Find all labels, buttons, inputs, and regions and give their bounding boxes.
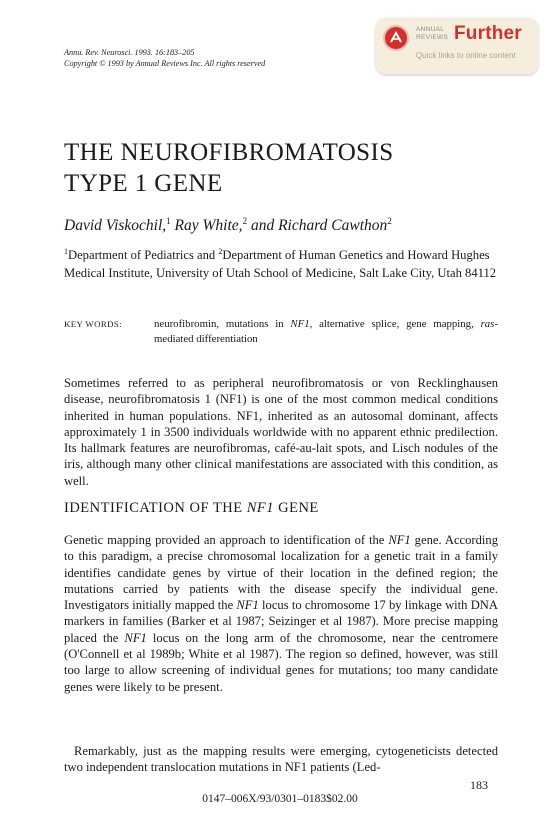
keywords-label: KEY WORDS:: [64, 319, 123, 329]
author-2-sup: 2: [242, 216, 248, 226]
journal-citation: [64, 47, 265, 69]
annual-reviews-logo-icon: [385, 27, 407, 49]
badge-annual-reviews: ANNUAL REVIEWS: [416, 26, 449, 41]
affil-dept-2: Department of Human Genetics and Howard Hughes Medical Institute, University of Utah School of Medicine, Salt Lake City, Utah 84112: [64, 248, 497, 280]
title-line-2: TYPE 1 GENE: [64, 170, 223, 197]
citation-line-2: Copyright © 1993 by Annual Reviews Inc. All rights reserved: [64, 59, 266, 68]
footer-code: 0147–006X/93/0301–0183$02.00: [202, 793, 358, 805]
author-1: David Viskochil,: [64, 217, 167, 235]
author-1-sup: 1: [166, 216, 171, 226]
badge-quick-links: Quick links to online content: [416, 51, 516, 60]
affil-sup-1: 1: [64, 247, 68, 256]
body-paragraph-2: Remarkably, just as the mapping results were emerging, cytogeneticists detected two independent translocation mutations in NF1 patients (Led-: [64, 744, 498, 775]
intro-paragraph: Sometimes referred to as peripheral neurofibromatosis or von Recklinghausen disease, neurofibromatosis 1 (NF1) is one of the most common medical conditions inherited in human populations. NF1, inherited as an autosomal dominant, affects approximately 1 in 3500 individuals worldwide with no apparent ethnic predilection. Its hallmark features are neurofibromas, café-au-lait spots, and Lisch nodules of the iris, although many other clinical manifestations are associated with this condition, as well.: [64, 376, 498, 488]
badge-further: Further: [454, 23, 522, 44]
title-line-1: THE NEUROFIBROMATOSIS: [64, 139, 394, 166]
authors-and: and: [250, 217, 275, 235]
affil-dept-1: Department of Pediatrics and: [68, 248, 219, 263]
article-title: [64, 137, 394, 199]
further-badge[interactable]: [376, 18, 538, 74]
keywords-text: neurofibromin, mutations in NF1, alternative splice, gene mapping, ras-mediated differentiation: [154, 318, 498, 345]
affil-sup-2: 2: [218, 247, 223, 256]
author-3: Richard Cawthon: [278, 217, 388, 235]
citation-line-1: Annu. Rev. Neurosci. 1993. 16:183–205: [64, 48, 195, 57]
author-2: Ray White,: [174, 217, 243, 235]
page-number: 183: [470, 778, 488, 792]
authors: [64, 216, 392, 235]
author-3-sup: 2: [387, 216, 392, 226]
body-paragraph-1: Genetic mapping provided an approach to identification of the NF1 gene. According to this paradigm, a precise chromosomal localization for a genetic trait in a family identifies candidate genes by virtue of their location in the defined region; the mutations carried by patients with the disease specify the individual gene. Investigators initially mapped the NF1 locus to chromosome 17 by linkage with DNA markers in families (Barker et al 1987; Seizinger et al 1987). More precise mapping placed the NF1 locus on the long arm of the chromosome, near the centromere (O'Connell et al 1989b; White et al 1987). The region so defined, however, was still too large to allow screening of individual genes for mutations; too many candidate genes were likely to be present.: [64, 533, 499, 694]
affiliations: [64, 243, 498, 282]
section-heading: IDENTIFICATION OF THE NF1 GENE: [64, 500, 319, 516]
